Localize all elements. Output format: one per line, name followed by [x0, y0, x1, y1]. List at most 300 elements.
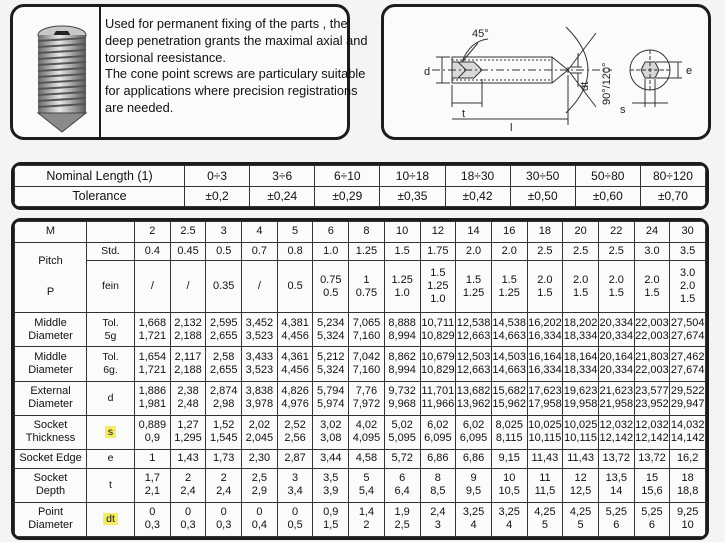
external-diameter-label	[15, 381, 87, 415]
point-diameter-value-line: 0	[220, 506, 227, 519]
socket-thickness-value	[277, 415, 313, 449]
external-diameter-value-line: 2,38	[177, 385, 199, 398]
size-value: 2	[135, 222, 171, 243]
pitch-std-value: 1.0	[313, 242, 349, 261]
middle-diameter-6g-value	[420, 347, 456, 381]
nominal-range: 3÷6	[250, 166, 315, 187]
pitch-label-gap	[15, 268, 86, 286]
point-diameter-value-line: 4,25	[534, 506, 556, 519]
socket-thickness-value	[491, 415, 527, 449]
external-diameter-value-line: 21,623	[599, 385, 634, 398]
tolerance-table	[14, 165, 706, 207]
middle-diameter-5g-row	[15, 313, 706, 347]
socket-thickness-value	[384, 415, 420, 449]
middle-diameter-6g-value	[242, 347, 278, 381]
socket-thickness-value-line: 0,9	[144, 432, 160, 445]
external-diameter-value-line: 13,962	[456, 398, 491, 411]
middle-diameter-6g-value	[563, 347, 599, 381]
socket-thickness-value-line: 6,02	[462, 419, 485, 432]
socket-depth-value-line: 3	[292, 472, 299, 485]
socket-depth-label-line: Depth	[35, 485, 66, 498]
socket-thickness-value	[135, 415, 171, 449]
description-line: torsional reesistance.	[105, 49, 226, 65]
socket-depth-value	[563, 468, 599, 502]
pitch-fein-value-line: /	[257, 280, 261, 293]
dimensions-table	[14, 221, 706, 537]
middle-diameter-5g-value-line: 20,334	[599, 316, 634, 329]
point-diameter-value-line: 0,4	[251, 519, 268, 532]
pitch-fein-value	[349, 261, 385, 313]
socket-thickness-value-line: 10,025	[528, 419, 562, 432]
point-diameter-label	[15, 502, 87, 536]
socket-depth-value-line: 2,9	[251, 485, 268, 498]
socket-edge-value: 4,58	[349, 449, 385, 468]
tolerance-label: Tolerance	[15, 186, 185, 207]
socket-depth-value-line: 2,5	[251, 472, 268, 485]
tolerance-value: ±0,70	[640, 186, 705, 207]
middle-diameter-6g-value-line: 2,655	[209, 363, 238, 376]
tolerance-value: ±0,50	[510, 186, 575, 207]
pitch-fein-value-line: 1.5	[430, 267, 446, 280]
pitch-fein-value	[563, 261, 599, 313]
pitch-fein-value	[456, 261, 492, 313]
socket-thickness-label	[15, 415, 87, 449]
drawing-label-l: l	[510, 122, 513, 133]
pitch-fein-value-line: 1.5	[644, 286, 660, 299]
socket-depth-value	[170, 468, 206, 502]
socket-thickness-unit-text: s	[105, 426, 116, 438]
external-diameter-row	[15, 381, 706, 415]
point-diameter-value-line: 5	[577, 519, 584, 532]
middle-diameter-6g-value-line: 2,188	[174, 363, 202, 376]
point-diameter-value	[170, 502, 206, 536]
middle-diameter-6g-value-line: 3,523	[245, 363, 274, 376]
external-diameter-value-line: 9,968	[388, 398, 416, 411]
socket-depth-label-line: Socket	[33, 472, 68, 485]
point-diameter-value-line: 3	[434, 519, 441, 532]
point-diameter-value-line: 0,3	[180, 519, 196, 532]
middle-diameter-6g-value-line: 18,164	[563, 350, 598, 363]
point-diameter-value-line: 0,5	[287, 519, 303, 532]
middle-diameter-5g-value	[170, 313, 206, 347]
nominal-length-label: Nominal Length (1)	[15, 166, 185, 187]
external-diameter-value	[634, 381, 670, 415]
socket-thickness-value-line: 14,032	[670, 419, 705, 432]
middle-diameter-6g-value	[384, 347, 420, 381]
middle-diameter-5g-value	[491, 313, 527, 347]
pitch-std-value: 0.45	[170, 242, 206, 261]
middle-diameter-6g-unit-line: 6g.	[103, 363, 118, 376]
middle-diameter-6g-value-line: 3,433	[245, 350, 274, 363]
socket-depth-value-line: 2,1	[144, 485, 160, 498]
socket-edge-value: 6,86	[420, 449, 456, 468]
drawing-label-d: d	[424, 66, 431, 78]
description-line: Used for permanent fixing of the parts , the	[105, 16, 348, 31]
middle-diameter-6g-value-line: 27,462	[670, 350, 705, 363]
socket-thickness-value	[349, 415, 385, 449]
pitch-fein-value	[384, 261, 420, 313]
middle-diameter-6g-label-line: Middle	[34, 350, 67, 363]
point-diameter-value	[670, 502, 706, 536]
external-diameter-value-line: 1,886	[138, 385, 167, 398]
socket-thickness-value-line: 4,095	[352, 432, 381, 445]
socket-depth-value-line: 10	[503, 472, 516, 485]
point-diameter-value-line: 5,25	[641, 506, 663, 519]
socket-depth-value-line: 14	[610, 485, 623, 498]
socket-edge-value: 13,72	[634, 449, 670, 468]
pitch-fein-value	[206, 261, 242, 313]
middle-diameter-6g-value	[313, 347, 349, 381]
middle-diameter-5g-value	[313, 313, 349, 347]
point-diameter-value-line: 4	[506, 519, 513, 532]
middle-diameter-6g-value	[349, 347, 385, 381]
point-diameter-value-line: 2,5	[394, 519, 410, 532]
middle-diameter-5g-value-line: 14,538	[492, 316, 527, 329]
middle-diameter-5g-value	[634, 313, 670, 347]
middle-diameter-5g-value	[670, 313, 706, 347]
drawing-label-e: e	[686, 65, 693, 77]
external-diameter-value-line: 13,682	[456, 385, 491, 398]
middle-diameter-6g-value-line: 4,361	[281, 350, 309, 363]
middle-diameter-5g-value	[206, 313, 242, 347]
middle-diameter-6g-value	[456, 347, 492, 381]
middle-diameter-5g-value-line: 7,065	[352, 316, 381, 329]
socket-depth-value-line: 5	[363, 472, 370, 485]
tolerance-value: ±0,35	[380, 186, 445, 207]
point-diameter-unit	[87, 502, 135, 536]
middle-diameter-5g-value	[598, 313, 634, 347]
socket-depth-value-line: 10,5	[498, 485, 520, 498]
middle-diameter-5g-value-line: 27,504	[670, 316, 705, 329]
socket-thickness-value-line: 10,115	[564, 432, 597, 445]
point-diameter-value-line: 1,9	[394, 506, 410, 519]
external-diameter-value-line: 15,962	[492, 398, 527, 411]
socket-thickness-value-line: 2,52	[284, 419, 306, 432]
socket-thickness-value	[170, 415, 206, 449]
socket-depth-unit-text: t	[109, 478, 112, 491]
middle-diameter-6g-unit-line: Tol.	[102, 350, 119, 363]
socket-depth-label	[15, 468, 87, 502]
external-diameter-value	[527, 381, 563, 415]
point-diameter-value	[384, 502, 420, 536]
point-diameter-value-line: 0	[149, 506, 156, 519]
middle-diameter-6g-value-line: 4,456	[281, 363, 309, 376]
socket-edge-row	[15, 449, 706, 468]
socket-depth-value	[420, 468, 456, 502]
point-diameter-row	[15, 502, 706, 536]
pitch-fein-value-line: 2.0	[644, 273, 660, 286]
point-diameter-value-line: 3,25	[462, 506, 485, 519]
socket-thickness-value-line: 1,545	[209, 432, 238, 445]
nominal-range: 6÷10	[315, 166, 380, 187]
socket-depth-value	[670, 468, 706, 502]
pitch-fein-value	[598, 261, 634, 313]
middle-diameter-6g-label-line: Diameter	[28, 363, 73, 376]
external-diameter-value-line: 5,794	[317, 385, 345, 398]
middle-diameter-5g-value-line: 14,663	[492, 329, 527, 342]
pitch-fein-value	[242, 261, 278, 313]
middle-diameter-5g-value	[242, 313, 278, 347]
middle-diameter-6g-value-line: 5,212	[317, 350, 345, 363]
pitch-std-value: 1.5	[384, 242, 420, 261]
point-diameter-value	[277, 502, 313, 536]
middle-diameter-5g-value	[563, 313, 599, 347]
size-value: 22	[598, 222, 634, 243]
pitch-fein-value-line: 2.0	[537, 273, 553, 286]
drawing-label-cone-angle: 90°/120°	[601, 62, 613, 105]
pitch-fein-value-line: 1.25	[462, 286, 485, 299]
description-line: deep penetration grants the maximal axial and	[105, 32, 368, 48]
middle-diameter-6g-value-line: 1,721	[138, 363, 167, 376]
pitch-fein-value-line: 0.35	[213, 280, 235, 293]
technical-drawing-panel	[381, 4, 711, 140]
socket-depth-row	[15, 468, 706, 502]
point-diameter-value-line: 2,4	[430, 506, 446, 519]
middle-diameter-5g-value-line: 20,334	[599, 329, 634, 342]
socket-thickness-value-line: 8,025	[495, 419, 523, 432]
point-diameter-value	[634, 502, 670, 536]
dimensions-panel	[11, 218, 709, 540]
socket-depth-value-line: 13,5	[605, 472, 627, 485]
socket-edge-value: 11,43	[527, 449, 563, 468]
middle-diameter-6g-value-line: 10,679	[421, 350, 455, 363]
socket-edge-value: 2,30	[242, 449, 278, 468]
middle-diameter-5g-unit-line: Tol.	[102, 316, 119, 329]
external-diameter-value-line: 17,958	[528, 398, 562, 411]
middle-diameter-6g-value-line: 20,334	[599, 363, 634, 376]
socket-depth-value-line: 3,5	[323, 472, 339, 485]
nominal-range: 10÷18	[380, 166, 445, 187]
point-diameter-value-line: 0,9	[323, 506, 339, 519]
pitch-fein-value-line: 1.25	[498, 286, 520, 299]
middle-diameter-6g-unit	[87, 347, 135, 381]
socket-depth-value-line: 6	[399, 472, 406, 485]
middle-diameter-5g-value	[456, 313, 492, 347]
point-diameter-value-line: 3,25	[498, 506, 520, 519]
socket-depth-value-line: 1,7	[144, 472, 160, 485]
pitch-std-value: 1.75	[420, 242, 456, 261]
description-line: for applications where precision registrations	[105, 83, 358, 99]
pitch-fein-value-line: 1.5	[465, 273, 482, 286]
middle-diameter-6g-value	[135, 347, 171, 381]
pitch-std-value: 0.4	[135, 242, 171, 261]
external-diameter-value-line: 2,48	[177, 398, 199, 411]
middle-diameter-5g-label-line: Middle	[34, 316, 67, 329]
middle-diameter-6g-value	[527, 347, 563, 381]
pitch-std-label: Std.	[87, 242, 135, 261]
external-diameter-value-line: 15,682	[492, 385, 527, 398]
pitch-fein-value	[634, 261, 670, 313]
pitch-fein-value-line: 1.5	[608, 286, 624, 299]
middle-diameter-6g-value	[670, 347, 706, 381]
pitch-std-row	[15, 242, 706, 261]
pitch-fein-value	[277, 261, 313, 313]
middle-diameter-5g-value-line: 27,674	[670, 329, 705, 342]
tolerance-panel	[11, 162, 709, 210]
middle-diameter-5g-label	[15, 313, 87, 347]
pitch-fein-value-line: 1.5	[572, 286, 589, 299]
middle-diameter-6g-value-line: 16,334	[528, 363, 562, 376]
socket-depth-value-line: 6,4	[394, 485, 410, 498]
pitch-fein-value	[170, 261, 206, 313]
socket-thickness-value	[634, 415, 670, 449]
size-value: 12	[420, 222, 456, 243]
external-diameter-value-line: 19,623	[563, 385, 598, 398]
middle-diameter-6g-value	[170, 347, 206, 381]
external-diameter-value	[598, 381, 634, 415]
external-diameter-value-line: 4,826	[281, 385, 309, 398]
middle-diameter-6g-value-line: 12,503	[456, 350, 491, 363]
external-diameter-value-line: 17,623	[528, 385, 562, 398]
external-diameter-value	[456, 381, 492, 415]
socket-thickness-value	[206, 415, 242, 449]
size-value: 4	[242, 222, 278, 243]
pitch-std-value: 2.0	[456, 242, 492, 261]
external-diameter-value-line: 7,76	[355, 385, 378, 398]
socket-depth-value-line: 9,5	[465, 485, 482, 498]
socket-thickness-value	[563, 415, 599, 449]
middle-diameter-5g-value-line: 4,456	[281, 329, 309, 342]
middle-diameter-6g-value-line: 14,663	[492, 363, 527, 376]
pitch-fein-value	[420, 261, 456, 313]
size-value: 14	[456, 222, 492, 243]
point-diameter-value-line: 2	[363, 519, 370, 532]
socket-thickness-value-line: 10,115	[528, 432, 562, 445]
pitch-std-value: 2.0	[491, 242, 527, 261]
socket-thickness-value	[313, 415, 349, 449]
socket-edge-value: 9,15	[491, 449, 527, 468]
size-value: 20	[563, 222, 599, 243]
middle-diameter-5g-value-line: 3,452	[245, 316, 274, 329]
external-diameter-value-line: 7,972	[352, 398, 381, 411]
socket-thickness-value	[456, 415, 492, 449]
size-header-row	[15, 222, 706, 243]
socket-thickness-value-line: 6,095	[424, 432, 452, 445]
point-diameter-value-line: 4,25	[569, 506, 592, 519]
socket-depth-value-line: 2,4	[180, 485, 196, 498]
socket-edge-value: 6,86	[456, 449, 492, 468]
middle-diameter-5g-unit	[87, 313, 135, 347]
point-diameter-value	[491, 502, 527, 536]
socket-depth-value	[206, 468, 242, 502]
tolerance-row	[15, 186, 706, 207]
pitch-std-value: 2.5	[598, 242, 634, 261]
socket-thickness-value-line: 1,295	[174, 432, 202, 445]
external-diameter-value-line: 9,732	[388, 385, 416, 398]
socket-edge-value: 13,72	[598, 449, 634, 468]
socket-depth-value	[634, 468, 670, 502]
socket-thickness-value	[242, 415, 278, 449]
point-diameter-value-line: 6	[613, 519, 620, 532]
pitch-fein-value-line: 0.5	[287, 280, 303, 293]
socket-thickness-value	[670, 415, 706, 449]
socket-thickness-value-line: 3,08	[320, 432, 342, 445]
size-value: 8	[349, 222, 385, 243]
socket-depth-value-line: 2,4	[216, 485, 232, 498]
pitch-std-value: 2.5	[563, 242, 599, 261]
external-diameter-unit-text: d	[107, 391, 114, 404]
socket-depth-value-line: 15,6	[641, 485, 663, 498]
socket-thickness-value-line: 0,889	[138, 419, 167, 432]
socket-depth-value	[491, 468, 527, 502]
pitch-fein-value-line: 1.5	[537, 286, 553, 299]
middle-diameter-5g-value	[420, 313, 456, 347]
middle-diameter-6g-value-line: 10,829	[421, 363, 455, 376]
external-diameter-label-line: Diameter	[28, 398, 73, 411]
middle-diameter-5g-value-line: 18,202	[563, 316, 598, 329]
pitch-fein-value-line: 0.75	[320, 273, 342, 286]
middle-diameter-5g-value-line: 8,994	[388, 329, 416, 342]
point-diameter-label-line: Diameter	[28, 519, 73, 532]
point-diameter-value	[242, 502, 278, 536]
middle-diameter-5g-value-line: 10,711	[421, 316, 455, 329]
socket-edge-value: 5,72	[384, 449, 420, 468]
socket-depth-value-line: 18,8	[676, 485, 699, 498]
socket-depth-value-line: 5,4	[358, 485, 375, 498]
size-value: 6	[313, 222, 349, 243]
pitch-fein-value-line: 2.0	[608, 273, 624, 286]
middle-diameter-6g-value-line: 16,164	[528, 350, 562, 363]
socket-depth-value-line: 9	[470, 472, 477, 485]
size-value: 3	[206, 222, 242, 243]
socket-thickness-value	[527, 415, 563, 449]
pitch-fein-value-line: 3.0	[680, 267, 696, 280]
socket-thickness-value-line: 5,02	[391, 419, 413, 432]
middle-diameter-5g-value-line: 12,538	[456, 316, 491, 329]
pitch-fein-value-line: /	[150, 280, 154, 293]
socket-depth-value	[242, 468, 278, 502]
socket-depth-value	[349, 468, 385, 502]
pitch-fein-value-line: 0.5	[323, 286, 339, 299]
pitch-fein-value	[313, 261, 349, 313]
socket-thickness-unit	[87, 415, 135, 449]
point-diameter-value	[563, 502, 599, 536]
external-diameter-label-line: External	[30, 385, 71, 398]
nominal-range: 50÷80	[575, 166, 640, 187]
point-diameter-value	[349, 502, 385, 536]
middle-diameter-5g-value-line: 5,234	[317, 316, 345, 329]
socket-thickness-value-line: 6,095	[459, 432, 488, 445]
socket-depth-value-line: 3,4	[287, 485, 303, 498]
socket-thickness-value-line: 1,27	[177, 419, 199, 432]
tolerance-value: ±0,29	[315, 186, 380, 207]
nominal-range: 80÷120	[640, 166, 705, 187]
external-diameter-value	[313, 381, 349, 415]
pitch-fein-value-line: 1	[363, 273, 370, 286]
external-diameter-value-line: 29,522	[670, 385, 705, 398]
socket-thickness-row	[15, 415, 706, 449]
socket-thickness-value-line: 1,52	[213, 419, 235, 432]
point-diameter-value-line: 0	[256, 506, 263, 519]
middle-diameter-5g-value-line: 2,595	[209, 316, 238, 329]
size-value: 24	[634, 222, 670, 243]
socket-depth-unit	[87, 468, 135, 502]
middle-diameter-5g-value-line: 12,663	[456, 329, 491, 342]
external-diameter-value-line: 19,958	[563, 398, 598, 411]
middle-diameter-5g-value-line: 22,003	[635, 329, 669, 342]
external-diameter-value-line: 3,978	[245, 398, 274, 411]
socket-depth-value-line: 11,5	[534, 485, 556, 498]
external-diameter-value-line: 23,952	[635, 398, 669, 411]
size-value: 18	[527, 222, 563, 243]
size-value: 2.5	[170, 222, 206, 243]
drawing-label-s: s	[620, 104, 626, 116]
external-diameter-value	[242, 381, 278, 415]
point-diameter-label-line: Point	[37, 506, 64, 519]
socket-thickness-value-line: 12,142	[599, 432, 634, 445]
middle-diameter-5g-value-line: 3,523	[245, 329, 274, 342]
middle-diameter-6g-value-line: 8,994	[388, 363, 416, 376]
